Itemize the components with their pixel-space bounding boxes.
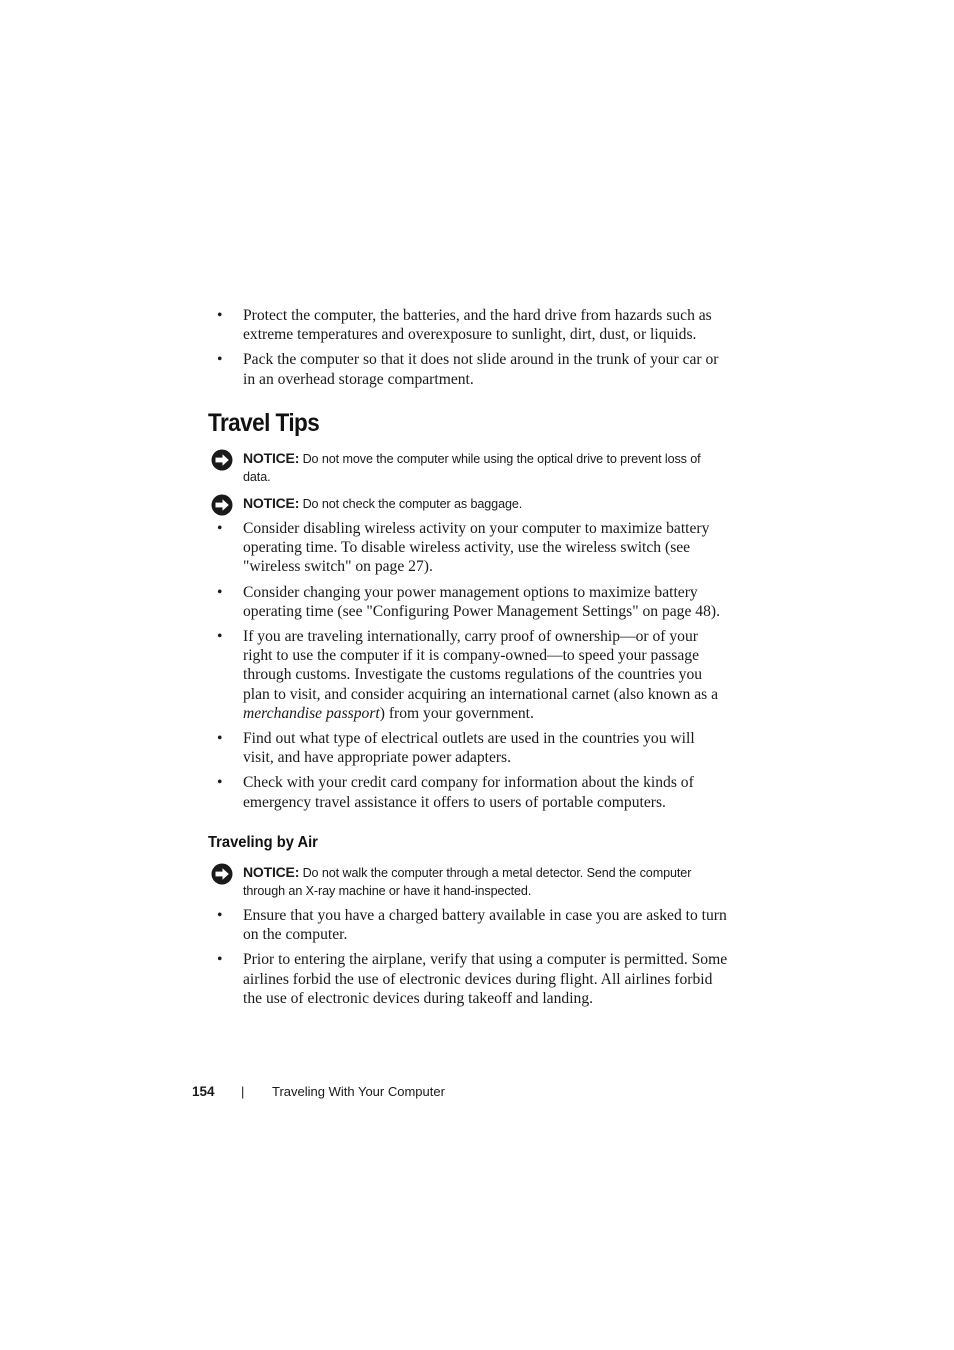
travel-tips-bullet-list — [208, 519, 728, 812]
section-heading-travel-tips: Travel Tips — [208, 409, 320, 437]
list-item — [208, 519, 728, 577]
bullet-glyph: • — [217, 583, 223, 601]
traveling-by-air-bullet-list — [208, 906, 728, 1008]
bullet-text: Pack the computer so that it does not slide around in the trunk of your car or in an overhead storage compartment. — [243, 351, 719, 388]
list-item — [208, 627, 728, 723]
top-bullet-list — [208, 306, 728, 389]
notice-metal-detector — [208, 863, 728, 900]
list-item — [208, 906, 728, 944]
bullet-glyph: • — [217, 520, 223, 537]
bullet-glyph: • — [217, 351, 223, 369]
bullet-text: Consider disabling wireless activity on your computer to maximize battery operating time. To disable wireless activity, use the wireless switch (see "wireless switch" on page 27). — [243, 520, 710, 576]
notice-label: NOTICE: — [243, 864, 300, 880]
bullet-glyph: • — [217, 628, 223, 646]
bullet-text-part: If you are traveling internationally, carry proof of ownership—or of your right to use the computer if it is company-owned—to speed your passage through customs. Investigate the customs regulations of the countries you plan to visit, and consider acquiring an international carnet (also known as a — [243, 628, 719, 703]
footer-separator: | — [241, 1084, 245, 1099]
list-item — [208, 950, 728, 1008]
bullet-text: Prior to entering the airplane, verify that using a computer is permitted. Some airlines forbid the use of electronic devices during flight. All airlines forbid the use of electronic devices during takeoff and landing. — [243, 951, 728, 1007]
bullet-glyph: • — [217, 907, 223, 924]
notice-arrow-icon — [211, 449, 233, 471]
notice-label: NOTICE: — [243, 450, 300, 466]
list-item — [208, 583, 728, 621]
notice-text: Do not move the computer while using the optical drive to prevent loss of data. — [243, 452, 701, 484]
list-item — [208, 306, 728, 344]
notice-text: Do not walk the computer through a metal detector. Send the computer through an X-ray machine or have it hand-inspected. — [243, 866, 692, 898]
bullet-text: Protect the computer, the batteries, and the hard drive from hazards such as extreme temperatures and overexposure to sunlight, dirt, dust, or liquids. — [243, 307, 712, 344]
notice-arrow-icon — [211, 494, 233, 516]
bullet-glyph: • — [217, 951, 223, 969]
list-item — [208, 350, 728, 388]
bullet-text-part: ) from your government. — [379, 704, 534, 722]
page-number: 154 — [192, 1084, 215, 1099]
bullet-glyph: • — [217, 307, 223, 324]
notice-baggage — [208, 494, 728, 513]
notice-label: NOTICE: — [243, 495, 300, 511]
bullet-text: Ensure that you have a charged battery available in case you are asked to turn on the computer. — [243, 907, 727, 944]
list-item — [208, 729, 728, 767]
notice-optical-drive — [208, 449, 728, 486]
subsection-heading-traveling-by-air: Traveling by Air — [208, 834, 318, 851]
bullet-text-italic: merchandise passport — [243, 704, 380, 722]
bullet-glyph: • — [217, 774, 223, 792]
bullet-text: Consider changing your power management options to maximize battery operating time (see "Configuring Power Management Settings" on page 48). — [243, 583, 720, 620]
notice-text: Do not check the computer as baggage. — [302, 497, 523, 511]
notice-arrow-icon — [211, 863, 233, 885]
bullet-text: Check with your credit card company for information about the kinds of emergency travel assistance it offers to users of portable computers. — [243, 774, 694, 811]
footer-section-title: Traveling With Your Computer — [272, 1084, 445, 1099]
bullet-glyph: • — [217, 730, 223, 748]
bullet-text: Find out what type of electrical outlets are used in the countries you will visit, and have appropriate power adapters. — [243, 730, 695, 767]
list-item — [208, 773, 728, 811]
